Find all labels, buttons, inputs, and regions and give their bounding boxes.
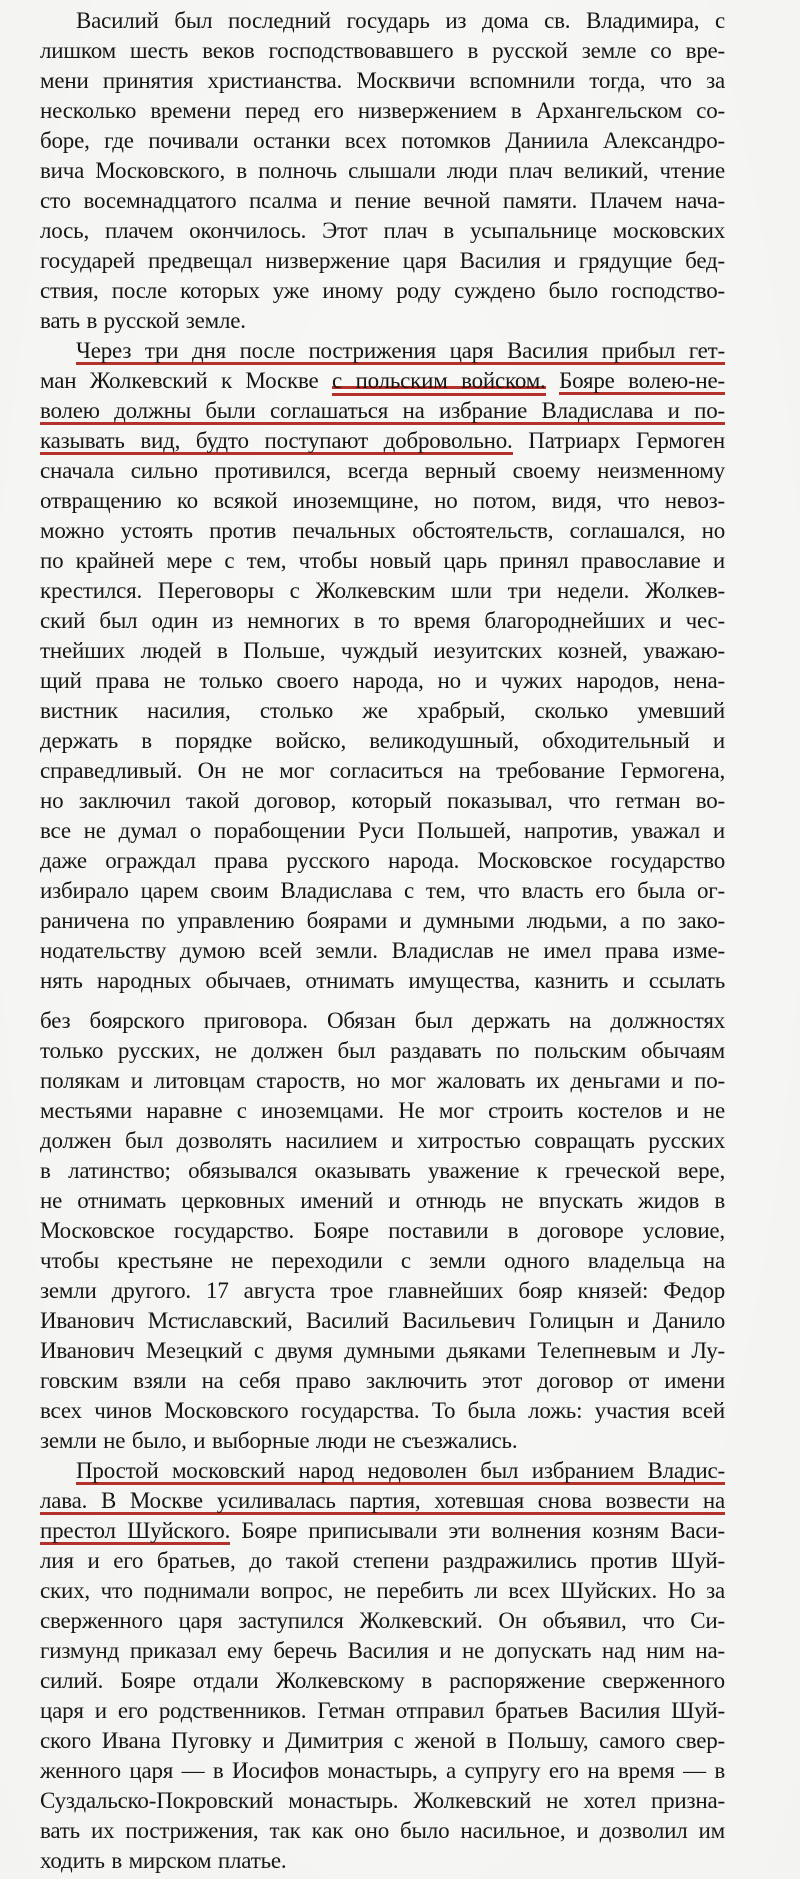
text-line <box>40 546 725 576</box>
text-line <box>40 906 725 936</box>
text-line <box>40 666 725 696</box>
text-line <box>40 1576 725 1606</box>
text-segment: Суздальско-Покровский монастырь. Жолкевский не хотел призна- <box>40 1788 725 1813</box>
paragraph <box>40 336 725 1456</box>
text-line <box>40 816 725 846</box>
text-line <box>40 36 725 66</box>
text-segment: все не думал о порабощении Руси Польшей, напротив, уважал и <box>40 818 725 843</box>
text-line <box>40 1336 725 1366</box>
text-segment: крестился. Переговоры с Жолкевским шли три недели. Жолкев- <box>40 578 725 603</box>
page-text <box>40 6 725 1876</box>
text-segment: вича Московского, в полночь слышали люди плач великий, чтение <box>40 158 725 183</box>
red-underline-annotation: престол Шуйского. <box>40 1518 231 1543</box>
text-line <box>40 756 725 786</box>
text-segment: государей предвещал низвержение царя Василия и грядущие бед- <box>40 248 725 273</box>
text-segment: по крайней мере с тем, чтобы новый царь принял православие и <box>40 548 725 573</box>
text-segment: раничена по управлению боярами и думными людьми, а по зако- <box>40 908 725 933</box>
text-segment: ствия, после которых уже иному роду суждено было господство- <box>40 278 725 303</box>
text-line <box>40 1846 725 1876</box>
paragraph <box>40 6 725 336</box>
text-segment: нодательству думою всей земли. Владислав не имел права изме- <box>40 938 725 963</box>
text-segment: без боярского приговора. Обязан был держать на должностях <box>40 1008 725 1033</box>
text-segment: но заключил такой договор, который показывал, что гетман во- <box>40 788 725 813</box>
text-segment: силий. Бояре отдали Жолкевскому в распоряжение сверженного <box>40 1668 725 1693</box>
text-segment: царя и его родственников. Гетман отправил братьев Василия Шуй- <box>40 1698 725 1723</box>
text-segment: всех чинов Московского государства. То была ложь: участия всей <box>40 1398 725 1423</box>
red-double-underline-annotation: с польским войском. <box>332 368 546 396</box>
red-underline-annotation: Бояре волею-не- <box>559 368 725 393</box>
text-line <box>40 1066 725 1096</box>
text-line <box>40 1216 725 1246</box>
text-segment: можно устоять против печальных обстоятельств, соглашался, но <box>40 518 725 543</box>
text-line <box>40 696 725 726</box>
text-segment: тнейших людей в Польше, чуждый иезуитских козней, уважаю- <box>40 638 725 663</box>
text-line <box>40 126 725 156</box>
text-line <box>40 1486 725 1516</box>
text-segment: сто восемнадцатого псалма и пение вечной памяти. Плачем нача- <box>40 188 725 213</box>
text-line <box>40 576 725 606</box>
text-line <box>40 516 725 546</box>
text-segment: женного царя — в Иосифов монастырь, а супругу его на время — в <box>40 1758 725 1783</box>
text-segment: Иванович Мезецкий с двумя думными дьяками Телепневым и Лу- <box>40 1338 725 1363</box>
text-line <box>40 1306 725 1336</box>
text-line <box>40 636 725 666</box>
text-segment: Василий был последний государь из дома св. Владимира, с <box>76 8 725 33</box>
text-segment: ман Жолкевский к Москве <box>40 368 332 393</box>
text-line <box>40 936 725 966</box>
text-segment: земли не было, и выборные люди не съезжались. <box>40 1428 518 1453</box>
text-line <box>40 1276 725 1306</box>
text-line <box>40 786 725 816</box>
text-segment: Московское государство. Бояре поставили в договоре условие, <box>40 1218 725 1243</box>
text-segment: должен был дозволять насилием и хитростью совращать русских <box>40 1128 725 1153</box>
text-segment: местьями наравне с иноземцами. Не мог строить костелов и не <box>40 1098 725 1123</box>
text-line <box>40 1186 725 1216</box>
text-segment: ский был один из немногих в то время благороднейших и чес- <box>40 608 725 633</box>
text-segment: лось, плачем окончилось. Этот плач в усыпальнице московских <box>40 218 725 243</box>
text-line <box>40 966 725 996</box>
text-segment: нять народных обычаев, отнимать имущества, казнить и ссылать <box>40 968 725 993</box>
text-segment: Патриарх Гермоген <box>512 428 725 453</box>
text-line <box>40 1396 725 1426</box>
text-line <box>40 246 725 276</box>
text-line <box>40 1816 725 1846</box>
text-segment: несколько времени перед его низвержением в Архангельском со- <box>40 98 725 123</box>
text-segment: боре, где почивали останки всех потомков Даниила Александро- <box>40 128 725 153</box>
text-line <box>40 456 725 486</box>
text-line <box>40 1606 725 1636</box>
text-line <box>40 1696 725 1726</box>
text-line <box>40 1516 725 1546</box>
text-line <box>40 1756 725 1786</box>
text-line <box>40 216 725 246</box>
text-line <box>40 606 725 636</box>
text-segment: мени принятия христианства. Москвичи вспомнили тогда, что за <box>40 68 725 93</box>
text-segment <box>546 368 560 393</box>
text-segment: вистник насилия, столько же храбрый, сколько умевший <box>40 698 725 723</box>
text-segment: вать их пострижения, так как оно было насильное, и дозволил им <box>40 1818 725 1843</box>
text-line <box>40 726 725 756</box>
paragraph <box>40 1456 725 1876</box>
text-segment: справедливый. Он не мог согласиться на требование Гермогена, <box>40 758 725 783</box>
text-segment: держать в порядке войско, великодушный, обходительный и <box>40 728 725 753</box>
text-segment: ходить в мирском платье. <box>40 1848 287 1873</box>
text-segment: отвращению ко всякой иноземщине, но потом, видя, что невоз- <box>40 488 725 513</box>
text-line <box>40 876 725 906</box>
text-segment: лия и его братьев, до такой степени раздражились против Шуй- <box>40 1548 725 1573</box>
red-underline-annotation: лава. В Москве усиливалась партия, хотевшая снова возвести на <box>40 1488 725 1513</box>
text-line <box>40 1006 725 1036</box>
red-underline-annotation: казывать вид, будто поступают добровольно. <box>40 428 513 453</box>
text-line <box>40 96 725 126</box>
text-segment: щий права не только своего народа, но и чужих народов, нена- <box>40 668 725 693</box>
text-segment: говским взяли на себя право заключить этот договор от имени <box>40 1368 725 1393</box>
text-segment: чтобы крестьяне не переходили с земли одного владельца на <box>40 1248 725 1273</box>
text-segment: лишком шесть веков господствовавшего в русской земле со вре- <box>40 38 725 63</box>
text-line <box>40 1786 725 1816</box>
text-segment: гизмунд приказал ему беречь Василия и не допускать над ним на- <box>40 1638 725 1663</box>
text-line <box>40 1156 725 1186</box>
text-line <box>40 306 725 336</box>
text-line <box>40 1036 725 1066</box>
text-segment: сверженного царя заступился Жолкевский. Он объявил, что Си- <box>40 1608 725 1633</box>
text-line <box>40 1636 725 1666</box>
text-segment: сначала сильно противился, всегда верный своему неизменному <box>40 458 725 483</box>
text-line <box>40 846 725 876</box>
text-segment: даже ограждал права русского народа. Московское государство <box>40 848 725 873</box>
text-line <box>40 66 725 96</box>
text-line <box>40 1096 725 1126</box>
text-segment: Бояре приписывали эти волнения козням Васи- <box>230 1518 725 1543</box>
text-line <box>40 426 725 456</box>
text-segment: не отнимать церковных имений и отнюдь не впускать жидов в <box>40 1188 725 1213</box>
text-line <box>40 486 725 516</box>
text-segment: Иванович Мстиславский, Василий Васильевич Голицын и Данило <box>40 1308 725 1333</box>
text-line <box>40 396 725 426</box>
text-line <box>40 156 725 186</box>
text-line <box>40 276 725 306</box>
text-segment: ского Ивана Пуговку и Димитрия с женой в Польшу, самого свер- <box>40 1728 725 1753</box>
text-line <box>40 1426 725 1456</box>
text-segment: полякам и литовцам староств, но мог жаловать их деньгами и по- <box>40 1068 725 1093</box>
text-line <box>40 1126 725 1156</box>
red-underline-annotation: Простой московский народ недоволен был избранием Владис- <box>76 1458 725 1483</box>
text-line <box>40 1726 725 1756</box>
text-line <box>40 1246 725 1276</box>
text-line <box>40 1666 725 1696</box>
text-line <box>40 186 725 216</box>
text-line <box>40 1456 725 1486</box>
text-line <box>40 366 725 396</box>
text-segment: в латинство; обязывался оказывать уважение к греческой вере, <box>40 1158 725 1183</box>
text-segment: только русских, не должен был раздавать по польским обычаям <box>40 1038 725 1063</box>
text-line <box>40 6 725 36</box>
text-segment: вать в русской земле. <box>40 308 246 333</box>
text-segment: избирало царем своим Владислава с тем, что власть его была ог- <box>40 878 725 903</box>
text-line <box>40 1366 725 1396</box>
red-underline-annotation: Через три дня после пострижения царя Василия прибыл гет- <box>76 338 725 363</box>
text-line <box>40 336 725 366</box>
text-segment: земли другого. 17 августа трое главнейших бояр князей: Федор <box>40 1278 725 1303</box>
red-underline-annotation: волею должны были соглашаться на избрание Владислава и по- <box>40 398 725 423</box>
text-line <box>40 1546 725 1576</box>
text-segment: ских, что поднимали вопрос, не перебить ли всех Шуйских. Но за <box>40 1578 725 1603</box>
